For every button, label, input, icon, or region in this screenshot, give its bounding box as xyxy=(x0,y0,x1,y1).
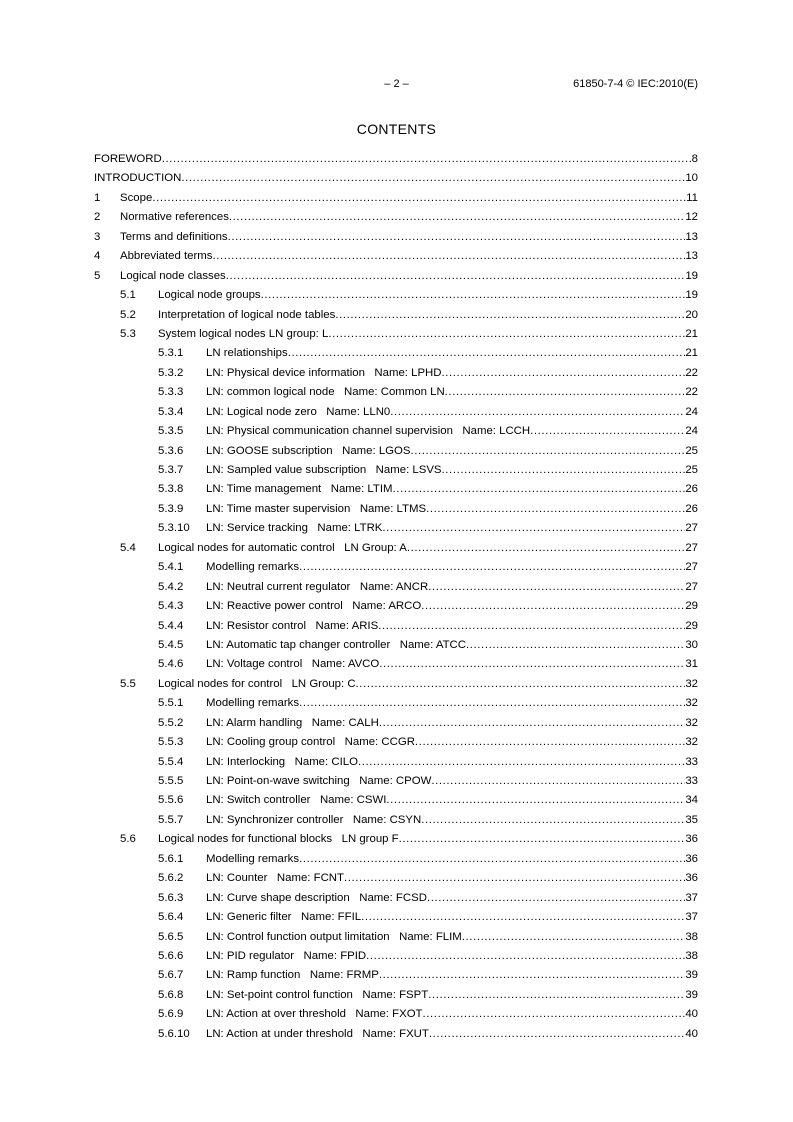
toc-entry-page: 21 xyxy=(685,347,698,360)
toc-leader-dots xyxy=(226,267,686,286)
toc-entry-label: LN: Set-point control function Name: FSPT xyxy=(206,988,429,1001)
toc-leader-dots xyxy=(152,189,686,208)
toc-entry-number: 5.5.4 xyxy=(158,755,184,768)
toc-entry-label: Normative references xyxy=(120,211,229,224)
toc-entry-label: Modelling remarks xyxy=(206,561,300,574)
toc-entry[interactable] xyxy=(94,811,698,830)
toc-entry-page: 36 xyxy=(685,852,698,865)
toc-entry-label: INTRODUCTION xyxy=(94,172,182,185)
toc-entry-page: 27 xyxy=(685,580,698,593)
toc-entry-page: 27 xyxy=(685,541,698,554)
toc-entry[interactable] xyxy=(94,480,698,499)
toc-entry-label: LN: Generic filter Name: FFIL xyxy=(206,911,362,924)
toc-entry-page: 27 xyxy=(685,561,698,574)
toc-entry-label: LN: Ramp function Name: FRMP xyxy=(206,969,379,982)
toc-entry[interactable] xyxy=(94,500,698,519)
toc-entry-number: 5.6.6 xyxy=(158,949,184,962)
toc-entry[interactable] xyxy=(94,753,698,772)
toc-entry-number: 5.5.1 xyxy=(158,697,184,710)
toc-entry-label: Modelling remarks xyxy=(206,697,300,710)
toc-entry-number: 5.5.3 xyxy=(158,736,184,749)
toc-entry-number: 5.4.6 xyxy=(158,658,184,671)
toc-entry-page: 36 xyxy=(685,872,698,885)
toc-entry[interactable] xyxy=(94,247,698,266)
toc-entry-page: 32 xyxy=(685,716,698,729)
toc-entry-page: 13 xyxy=(685,230,698,243)
toc-leader-dots xyxy=(442,364,686,383)
toc-leader-dots xyxy=(382,519,685,538)
toc-entry-page: 37 xyxy=(685,911,698,924)
toc-entry[interactable] xyxy=(94,1005,698,1024)
toc-entry-label: Terms and definitions xyxy=(120,230,228,243)
toc-entry[interactable] xyxy=(94,383,698,402)
toc-entry-page: 36 xyxy=(685,833,698,846)
toc-leader-dots xyxy=(427,889,685,908)
toc-entry-label: LN: Switch controller Name: CSWI xyxy=(206,794,387,807)
toc-leader-dots xyxy=(181,169,685,188)
toc-entry-page: 26 xyxy=(685,483,698,496)
toc-leader-dots xyxy=(390,403,685,422)
toc-leader-dots xyxy=(462,928,686,947)
toc-entry[interactable] xyxy=(94,578,698,597)
toc-entry[interactable] xyxy=(94,947,698,966)
toc-entry-label: LN: Neutral current regulator Name: ANCR xyxy=(206,580,429,593)
toc-entry-page: 39 xyxy=(685,969,698,982)
toc-entry[interactable] xyxy=(94,422,698,441)
toc-entry-label: LN: Action at under threshold Name: FXUT xyxy=(206,1027,429,1040)
toc-entry-label: LN: Control function output limitation Name: FLIM xyxy=(206,930,462,943)
toc-leader-dots xyxy=(386,791,685,810)
toc-leader-dots xyxy=(431,772,685,791)
toc-entry-label: LN: Logical node zero Name: LLN0 xyxy=(206,405,391,418)
toc-entry-page: 31 xyxy=(685,658,698,671)
toc-entry-label: LN: Synchronizer controller Name: CSYN xyxy=(206,813,422,826)
toc-entry[interactable] xyxy=(94,869,698,888)
toc-entry-number: 5.4.4 xyxy=(158,619,184,632)
toc-entry-number: 5.3.9 xyxy=(158,502,184,515)
toc-entry-number: 3 xyxy=(94,230,101,243)
toc-leader-dots xyxy=(212,247,685,266)
toc-entry-page: 40 xyxy=(685,1027,698,1040)
toc-leader-dots xyxy=(261,286,686,305)
toc-entry-label: LN: Counter Name: FCNT xyxy=(206,872,344,885)
toc-entry-number: 5.6 xyxy=(120,833,136,846)
toc-leader-dots xyxy=(358,753,685,772)
toc-entry[interactable] xyxy=(94,655,698,674)
toc-entry[interactable] xyxy=(94,539,698,558)
toc-leader-dots xyxy=(466,636,685,655)
toc-entry[interactable] xyxy=(94,306,698,325)
toc-entry-number: 5.1 xyxy=(120,289,136,302)
toc-leader-dots xyxy=(328,325,685,344)
toc-leader-dots xyxy=(299,850,685,869)
toc-entry-label: Scope xyxy=(120,191,153,204)
toc-entry-page: 32 xyxy=(685,736,698,749)
toc-leader-dots xyxy=(428,986,685,1005)
toc-leader-dots xyxy=(426,500,685,519)
toc-entry-number: 2 xyxy=(94,211,101,224)
toc-entry-page: 27 xyxy=(685,522,698,535)
toc-entry-page: 37 xyxy=(685,891,698,904)
toc-entry-page: 22 xyxy=(685,366,698,379)
toc-entry-number: 5.5.7 xyxy=(158,813,184,826)
toc-leader-dots xyxy=(299,694,685,713)
toc-entry-label: LN: Curve shape description Name: FCSD xyxy=(206,891,427,904)
toc-entry-number: 5.6.1 xyxy=(158,852,184,865)
toc-entry[interactable] xyxy=(94,267,698,286)
toc-entry-number: 5.3.10 xyxy=(158,522,190,535)
toc-entry-label: FOREWORD xyxy=(94,153,162,165)
toc-entry-number: 5.3.2 xyxy=(158,366,184,379)
toc-entry-number: 4 xyxy=(94,250,101,263)
toc-entry-page: 30 xyxy=(685,638,698,651)
toc-leader-dots xyxy=(421,811,685,830)
toc-leader-dots xyxy=(530,422,685,441)
toc-entry-number: 5.6.8 xyxy=(158,988,184,1001)
toc-leader-dots xyxy=(379,655,685,674)
toc-entry-label: LN: Time master supervision Name: LTMS xyxy=(206,502,427,515)
toc-leader-dots xyxy=(407,539,685,558)
toc-entry[interactable] xyxy=(94,364,698,383)
toc-entry-number: 5.4.1 xyxy=(158,561,184,574)
toc-leader-dots xyxy=(379,966,686,985)
toc-entry-label: LN: Reactive power control Name: ARCO xyxy=(206,600,422,613)
toc-leader-dots xyxy=(429,1025,685,1044)
toc-leader-dots xyxy=(379,714,685,733)
page-number-header: – 2 – xyxy=(384,78,409,90)
toc-entry-number: 5.5.6 xyxy=(158,794,184,807)
toc-entry-page: 25 xyxy=(685,464,698,476)
toc-entry-label: LN: Time management Name: LTIM xyxy=(206,483,393,496)
toc-entry-number: 5.3.5 xyxy=(158,425,184,438)
toc-entry-number: 5.4 xyxy=(120,541,136,554)
toc-entry-number: 5.3.3 xyxy=(158,386,184,399)
toc-entry-label: LN: Action at over threshold Name: FXOT xyxy=(206,1008,423,1021)
toc-entry-label: Modelling remarks xyxy=(206,852,300,865)
toc-leader-dots xyxy=(393,480,686,499)
toc-entry-number: 5.6.3 xyxy=(158,891,184,904)
toc-entry[interactable] xyxy=(94,558,698,577)
toc-entry-page: 40 xyxy=(685,1008,698,1021)
toc-entry-number: 5.4.5 xyxy=(158,638,184,651)
toc-leader-dots xyxy=(299,558,685,577)
toc-entry-label: LN: Point-on-wave switching Name: CPOW xyxy=(206,775,432,787)
toc-leader-dots xyxy=(288,344,686,363)
toc-entry[interactable] xyxy=(94,208,698,227)
toc-entry-number: 5.6.5 xyxy=(158,930,184,943)
toc-entry-page: 8 xyxy=(691,153,698,165)
toc-entry-label: Logical nodes for functional blocks LN group F xyxy=(158,833,399,846)
toc-entry-label: System logical nodes LN group: L xyxy=(158,327,329,340)
toc-entry-label: LN: Voltage control Name: AVCO xyxy=(206,658,380,671)
toc-entry[interactable] xyxy=(94,344,698,363)
toc-entry-number: 5.3.1 xyxy=(158,347,184,360)
toc-entry-number: 5.3.6 xyxy=(158,444,184,457)
toc-entry-page: 19 xyxy=(685,289,698,302)
toc-leader-dots xyxy=(410,442,685,461)
toc-entry-page: 26 xyxy=(685,502,698,515)
toc-leader-dots xyxy=(423,1005,686,1024)
toc-entry-page: 29 xyxy=(685,619,698,632)
toc-entry-page: 12 xyxy=(685,211,698,224)
toc-leader-dots xyxy=(445,383,686,402)
toc-entry-number: 5.5.2 xyxy=(158,716,184,729)
toc-leader-dots xyxy=(361,908,685,927)
toc-entry-label: LN: GOOSE subscription Name: LGOS xyxy=(206,444,411,457)
toc-entry-page: 32 xyxy=(685,697,698,710)
toc-entry-label: LN: Physical communication channel supervision Name: LCCH xyxy=(206,425,531,438)
toc-entry-page: 22 xyxy=(685,386,698,399)
toc-entry-label: LN: Interlocking Name: CILO xyxy=(206,755,358,768)
toc-entry-page: 32 xyxy=(685,677,698,690)
toc-entry-page: 19 xyxy=(685,269,698,282)
table-of-contents xyxy=(94,150,698,1044)
toc-entry[interactable] xyxy=(94,714,698,733)
toc-entry-page: 10 xyxy=(685,172,698,185)
toc-entry-page: 11 xyxy=(686,191,698,204)
toc-entry-label: Logical node classes xyxy=(120,269,226,282)
toc-entry-number: 5.3.8 xyxy=(158,483,184,496)
toc-entry-number: 5.6.7 xyxy=(158,969,184,982)
toc-entry-number: 5.6.10 xyxy=(158,1027,190,1040)
toc-entry-number: 5.2 xyxy=(120,308,136,321)
toc-entry[interactable] xyxy=(94,617,698,636)
toc-entry-label: LN: Alarm handling Name: CALH xyxy=(206,716,379,729)
toc-entry[interactable] xyxy=(94,830,698,849)
toc-entry-page: 21 xyxy=(685,327,698,340)
toc-entry-page: 13 xyxy=(685,250,698,263)
toc-entry-number: 5.3.4 xyxy=(158,405,184,418)
toc-entry-label: Interpretation of logical node tables xyxy=(158,308,336,321)
toc-entry-label: Abbreviated terms xyxy=(120,250,213,263)
toc-entry-page: 38 xyxy=(685,930,698,943)
toc-entry-page: 25 xyxy=(685,444,698,457)
toc-entry[interactable] xyxy=(94,966,698,985)
toc-entry-label: LN: Cooling group control Name: CCGR xyxy=(206,736,415,749)
toc-entry-number: 5.5 xyxy=(120,677,136,690)
toc-entry-page: 20 xyxy=(685,308,698,321)
toc-entry[interactable] xyxy=(94,928,698,947)
toc-leader-dots xyxy=(421,597,685,616)
toc-entry-number: 5.6.9 xyxy=(158,1008,184,1021)
toc-entry[interactable] xyxy=(94,675,698,694)
toc-entry-page: 29 xyxy=(685,600,698,613)
toc-leader-dots xyxy=(366,947,685,966)
toc-entry-page: 38 xyxy=(685,949,698,962)
toc-entry-label: LN: Automatic tap changer controller Name: ATCC xyxy=(206,638,466,651)
toc-entry-page: 39 xyxy=(685,988,698,1001)
toc-entry-number: 5.5.5 xyxy=(158,775,184,787)
document-reference: 61850-7-4 © IEC:2010(E) xyxy=(573,78,698,90)
toc-entry[interactable] xyxy=(94,908,698,927)
toc-entry-label: LN: Sampled value subscription Name: LSVS xyxy=(206,464,442,476)
toc-entry[interactable] xyxy=(94,519,698,538)
toc-leader-dots xyxy=(335,306,685,325)
toc-entry-label: Logical nodes for automatic control LN Group: A xyxy=(158,541,407,554)
toc-entry-number: 5.4.2 xyxy=(158,580,184,593)
toc-entry[interactable] xyxy=(94,850,698,869)
toc-entry[interactable] xyxy=(94,442,698,461)
toc-entry-label: LN relationships xyxy=(206,347,288,360)
toc-entry-number: 5 xyxy=(94,269,101,282)
toc-entry[interactable] xyxy=(94,636,698,655)
page-title: CONTENTS xyxy=(356,121,437,137)
toc-entry[interactable] xyxy=(94,694,698,713)
toc-entry[interactable] xyxy=(94,791,698,810)
toc-leader-dots xyxy=(162,150,692,169)
toc-entry-page: 24 xyxy=(685,405,698,418)
toc-leader-dots xyxy=(428,578,685,597)
toc-entry[interactable] xyxy=(94,772,698,791)
toc-entry-page: 24 xyxy=(685,425,698,438)
toc-entry-number: 5.6.2 xyxy=(158,872,184,885)
toc-leader-dots xyxy=(356,675,686,694)
toc-entry[interactable] xyxy=(94,733,698,752)
toc-entry-label: LN: Physical device information Name: LPHD xyxy=(206,366,442,379)
toc-entry[interactable] xyxy=(94,403,698,422)
toc-entry[interactable] xyxy=(94,461,698,480)
toc-entry-number: 5.4.3 xyxy=(158,600,184,613)
toc-entry-number: 5.6.4 xyxy=(158,911,184,924)
toc-entry-number: 5.3.7 xyxy=(158,464,184,476)
toc-leader-dots xyxy=(228,228,686,247)
toc-entry[interactable] xyxy=(94,1025,698,1044)
toc-entry[interactable] xyxy=(94,169,698,188)
toc-entry-page: 33 xyxy=(685,755,698,768)
toc-leader-dots xyxy=(378,617,685,636)
toc-entry[interactable] xyxy=(94,228,698,247)
toc-entry-page: 34 xyxy=(685,794,698,807)
toc-entry-page: 35 xyxy=(685,813,698,826)
toc-entry[interactable] xyxy=(94,889,698,908)
toc-leader-dots xyxy=(442,461,686,480)
toc-entry-label: LN: Resistor control Name: ARIS xyxy=(206,619,379,632)
toc-entry-label: Logical node groups xyxy=(158,289,261,302)
toc-entry-label: Logical nodes for control LN Group: C xyxy=(158,677,356,690)
toc-entry-label: LN: common logical node Name: Common LN xyxy=(206,386,445,399)
toc-entry[interactable] xyxy=(94,986,698,1005)
toc-entry[interactable] xyxy=(94,325,698,344)
toc-leader-dots xyxy=(415,733,685,752)
toc-entry[interactable] xyxy=(94,189,698,208)
toc-entry-number: 5.3 xyxy=(120,327,136,340)
toc-entry[interactable] xyxy=(94,150,698,169)
toc-leader-dots xyxy=(399,830,686,849)
toc-entry-label: LN: Service tracking Name: LTRK xyxy=(206,522,383,535)
toc-entry-label: LN: PID regulator Name: FPID xyxy=(206,949,367,962)
toc-entry-page: 33 xyxy=(685,775,698,787)
toc-leader-dots xyxy=(344,869,685,888)
toc-entry-number: 1 xyxy=(94,191,101,204)
toc-leader-dots xyxy=(229,208,685,227)
toc-entry[interactable] xyxy=(94,286,698,305)
toc-entry[interactable] xyxy=(94,597,698,616)
